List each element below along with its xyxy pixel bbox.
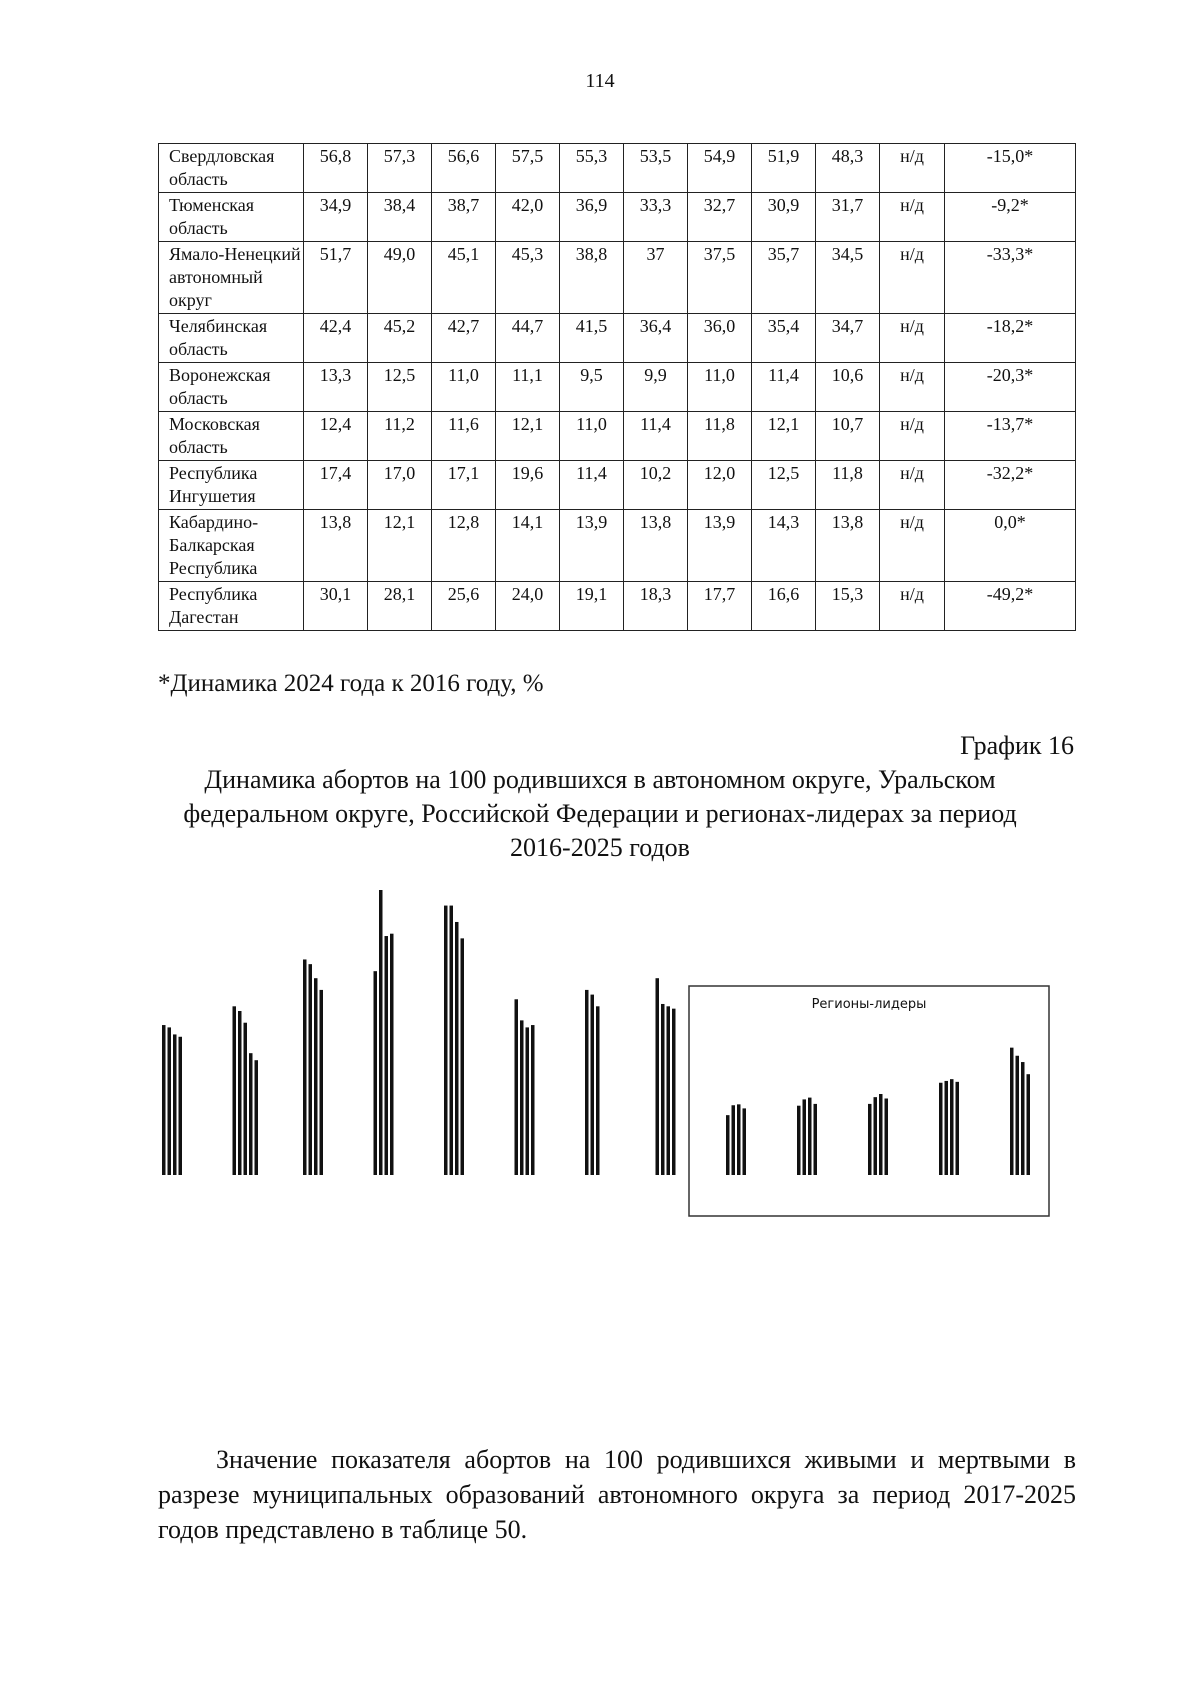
inset-bar (743, 1108, 747, 1175)
table-cell: 41,5 (560, 314, 624, 363)
table-cell: 32,7 (688, 193, 752, 242)
table-cell: 14,1 (496, 510, 560, 582)
table-cell: 24,0 (496, 582, 560, 631)
table-cell: 11,4 (560, 461, 624, 510)
table-cell: 12,5 (752, 461, 816, 510)
table-cell: 51,9 (752, 144, 816, 193)
table-cell: 16,6 (752, 582, 816, 631)
table-cell: 11,0 (688, 363, 752, 412)
table-cell: 56,6 (432, 144, 496, 193)
abortion-chart (80, 890, 1150, 1400)
table-cell: 12,1 (496, 412, 560, 461)
table-cell-dynamic: -20,3* (945, 363, 1076, 412)
table-cell: 11,4 (624, 412, 688, 461)
inset-bar (1027, 1074, 1031, 1175)
table-cell: 42,4 (304, 314, 368, 363)
inset-frame (689, 986, 1049, 1216)
region-name: Воронежская область (159, 363, 304, 412)
table-cell: 12,1 (368, 510, 432, 582)
table-cell: 54,9 (688, 144, 752, 193)
graph-title: Динамика абортов на 100 родившихся в автономном округе, Уральском федеральном округе, Российской Федерации и регионах-лидерах за период 2016-2025 годов (183, 765, 1017, 862)
chart-svg (80, 890, 1150, 1400)
inset-bar (868, 1104, 872, 1175)
region-name: Челябинская область (159, 314, 304, 363)
inset-bar (797, 1106, 801, 1175)
main-bar (244, 1023, 248, 1175)
body-paragraph: Значение показателя абортов на 100 родившихся живыми и мертвыми в разрезе муниципальных образований автономного округа за период 2017-2025 годов представлено в таблице 50. (158, 1445, 1076, 1544)
table-cell: 9,9 (624, 363, 688, 412)
main-bar (238, 1011, 242, 1175)
table-cell: 37 (624, 242, 688, 314)
table-cell: 57,3 (368, 144, 432, 193)
table-cell: 12,0 (688, 461, 752, 510)
main-bar (168, 1027, 172, 1175)
table-cell: 36,9 (560, 193, 624, 242)
table-cell-nodata: н/д (880, 363, 945, 412)
region-name: Республика Ингушетия (159, 461, 304, 510)
region-name: Республика Дагестан (159, 582, 304, 631)
table-cell: 12,4 (304, 412, 368, 461)
region-name: Свердловская область (159, 144, 304, 193)
table-cell: 14,3 (752, 510, 816, 582)
region-name: Ямало-Ненецкий автономный округ (159, 242, 304, 314)
table-cell: 45,1 (432, 242, 496, 314)
main-bar (390, 934, 394, 1175)
table-row (159, 314, 1076, 363)
inset-bar (1016, 1056, 1020, 1175)
table-cell: 12,8 (432, 510, 496, 582)
table-cell: 13,9 (560, 510, 624, 582)
table-cell: 17,1 (432, 461, 496, 510)
inset-bar (1021, 1062, 1025, 1175)
inset-panel (689, 986, 1049, 1216)
table-cell-nodata: н/д (880, 412, 945, 461)
table-cell: 13,8 (624, 510, 688, 582)
table-cell: 10,6 (816, 363, 880, 412)
table-cell: 33,3 (624, 193, 688, 242)
graph-label: График 16 (960, 731, 1074, 760)
table-cell: 38,4 (368, 193, 432, 242)
main-bar (173, 1034, 177, 1175)
table-cell: 49,0 (368, 242, 432, 314)
main-bar (531, 1025, 535, 1175)
table-cell: 19,1 (560, 582, 624, 631)
table-cell: 11,6 (432, 412, 496, 461)
table-cell: 11,8 (688, 412, 752, 461)
table-cell: 37,5 (688, 242, 752, 314)
table-row (159, 582, 1076, 631)
main-bar (661, 1004, 665, 1175)
table-cell: 11,2 (368, 412, 432, 461)
main-bar (303, 959, 307, 1175)
table-cell-dynamic: -15,0* (945, 144, 1076, 193)
table-cell-nodata: н/д (880, 193, 945, 242)
inset-bar (950, 1079, 954, 1175)
table-row (159, 363, 1076, 412)
table-cell: 34,7 (816, 314, 880, 363)
main-bar (672, 1009, 676, 1175)
regions-table (158, 143, 1076, 631)
table-cell: 28,1 (368, 582, 432, 631)
table-cell: 36,4 (624, 314, 688, 363)
table-cell: 34,9 (304, 193, 368, 242)
page-number: 114 (585, 70, 615, 92)
table-cell-dynamic: -18,2* (945, 314, 1076, 363)
table-cell: 13,8 (816, 510, 880, 582)
table-cell: 11,8 (816, 461, 880, 510)
table-row (159, 461, 1076, 510)
table-cell-nodata: н/д (880, 582, 945, 631)
region-name: Тюменская область (159, 193, 304, 242)
inset-bar (732, 1105, 736, 1175)
table-cell-nodata: н/д (880, 144, 945, 193)
main-bar (233, 1006, 237, 1175)
table-cell: 10,2 (624, 461, 688, 510)
inset-title: Регионы-лидеры (811, 997, 927, 1012)
region-name: Московская область (159, 412, 304, 461)
table-cell: 45,2 (368, 314, 432, 363)
inset-bar (808, 1098, 812, 1175)
table-cell: 42,7 (432, 314, 496, 363)
table-cell: 13,3 (304, 363, 368, 412)
main-bar (450, 906, 454, 1175)
main-bar (461, 938, 465, 1175)
table-cell: 57,5 (496, 144, 560, 193)
table-cell-nodata: н/д (880, 314, 945, 363)
table-cell: 11,1 (496, 363, 560, 412)
table-cell: 25,6 (432, 582, 496, 631)
inset-bar (956, 1082, 960, 1175)
inset-bar (879, 1094, 883, 1175)
table-cell: 55,3 (560, 144, 624, 193)
table-cell: 42,0 (496, 193, 560, 242)
inset-bar (814, 1104, 818, 1175)
table-cell: 17,7 (688, 582, 752, 631)
table-row (159, 412, 1076, 461)
table-cell-dynamic: -32,2* (945, 461, 1076, 510)
main-bars (162, 890, 676, 1175)
table-cell: 34,5 (816, 242, 880, 314)
table-row (159, 510, 1076, 582)
table-cell: 56,8 (304, 144, 368, 193)
table-cell: 19,6 (496, 461, 560, 510)
table-cell: 30,1 (304, 582, 368, 631)
main-bar (444, 906, 448, 1175)
main-bar (526, 1027, 530, 1175)
table-cell: 18,3 (624, 582, 688, 631)
table-cell-nodata: н/д (880, 242, 945, 314)
region-name: Кабардино-Балкарская Республика (159, 510, 304, 582)
table-cell: 10,7 (816, 412, 880, 461)
table-cell-dynamic: -9,2* (945, 193, 1076, 242)
inset-bar (803, 1099, 807, 1175)
main-bar (320, 990, 324, 1175)
inset-bar (945, 1081, 949, 1175)
table-cell: 45,3 (496, 242, 560, 314)
table-cell: 15,3 (816, 582, 880, 631)
inset-bar (737, 1104, 741, 1175)
table-cell-nodata: н/д (880, 510, 945, 582)
main-bar (385, 936, 389, 1175)
table-cell: 13,9 (688, 510, 752, 582)
main-bar (374, 971, 378, 1175)
main-bar (656, 978, 660, 1175)
inset-bar (1010, 1048, 1014, 1175)
table-footnote: *Динамика 2024 года к 2016 году, % (158, 670, 544, 697)
table-cell: 30,9 (752, 193, 816, 242)
table-cell-dynamic: -13,7* (945, 412, 1076, 461)
table-cell: 35,7 (752, 242, 816, 314)
main-bar (162, 1025, 166, 1175)
main-bar (249, 1053, 253, 1175)
table-cell: 53,5 (624, 144, 688, 193)
main-bar (379, 890, 383, 1175)
table-cell: 51,7 (304, 242, 368, 314)
table-cell: 11,4 (752, 363, 816, 412)
table-cell: 12,5 (368, 363, 432, 412)
table-cell: 13,8 (304, 510, 368, 582)
main-bar (596, 1006, 600, 1175)
table-cell: 36,0 (688, 314, 752, 363)
table-row (159, 242, 1076, 314)
table-cell-dynamic: -33,3* (945, 242, 1076, 314)
table-cell-dynamic: 0,0* (945, 510, 1076, 582)
table-cell-nodata: н/д (880, 461, 945, 510)
table-cell: 35,4 (752, 314, 816, 363)
table-cell: 48,3 (816, 144, 880, 193)
main-bar (309, 964, 313, 1175)
table-cell: 12,1 (752, 412, 816, 461)
table-cell-dynamic: -49,2* (945, 582, 1076, 631)
table-cell: 38,7 (432, 193, 496, 242)
inset-bar (939, 1083, 943, 1175)
main-bar (455, 922, 459, 1175)
inset-bar (885, 1099, 889, 1176)
table-row (159, 193, 1076, 242)
main-bar (667, 1006, 671, 1175)
inset-bar (726, 1115, 730, 1175)
table-cell: 9,5 (560, 363, 624, 412)
table-cell: 44,7 (496, 314, 560, 363)
inset-bar (874, 1097, 878, 1175)
main-bar (179, 1037, 183, 1175)
table-cell: 38,8 (560, 242, 624, 314)
table-row (159, 144, 1076, 193)
table-cell: 17,0 (368, 461, 432, 510)
main-bar (255, 1060, 259, 1175)
main-bar (585, 990, 589, 1175)
table-cell: 11,0 (432, 363, 496, 412)
main-bar (515, 999, 519, 1175)
table-cell: 11,0 (560, 412, 624, 461)
table-cell: 31,7 (816, 193, 880, 242)
main-bar (314, 978, 318, 1175)
main-bar (591, 995, 595, 1175)
table-cell: 17,4 (304, 461, 368, 510)
main-bar (520, 1020, 524, 1175)
